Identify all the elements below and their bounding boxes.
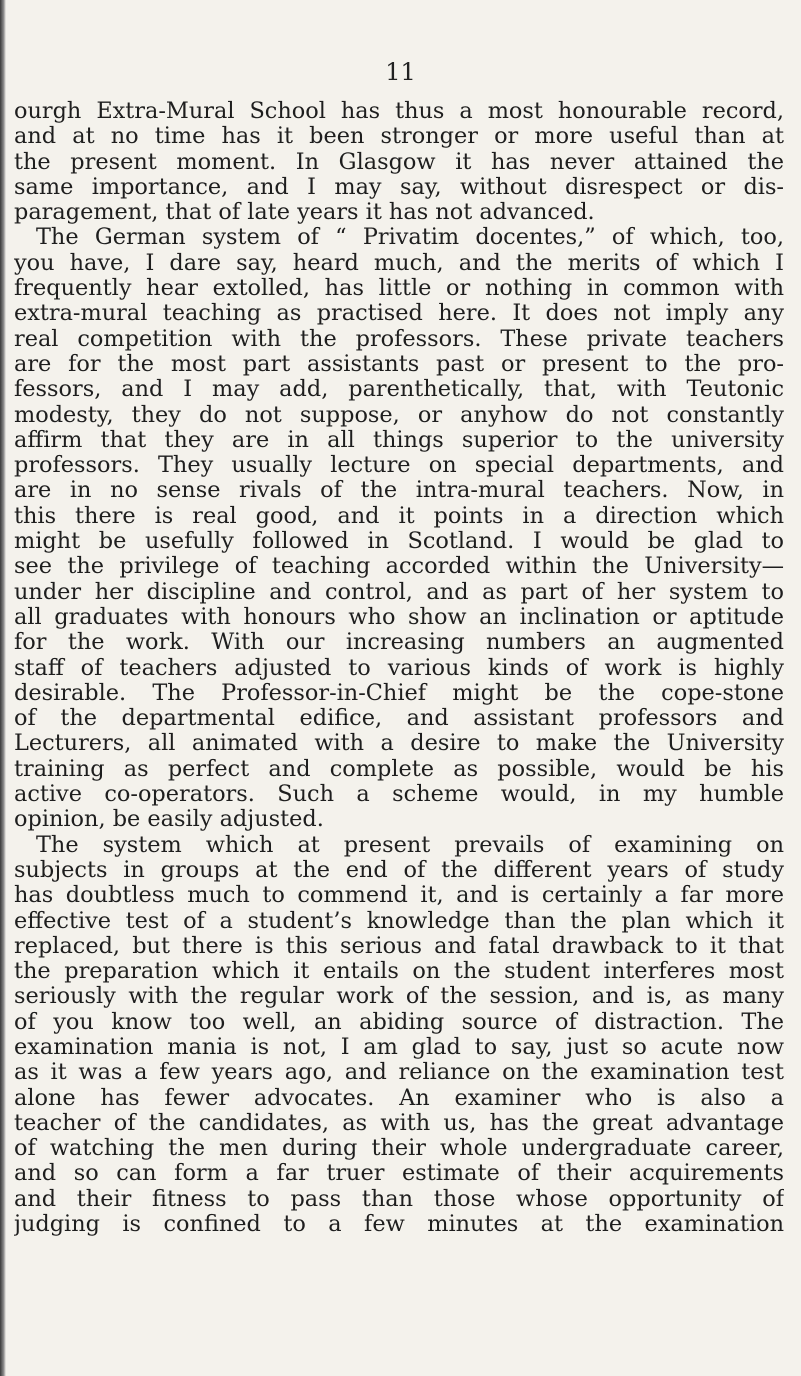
text-line: and at no time has it been stronger or more useful than at: [14, 124, 784, 150]
text-line: extra-mural teaching as practised here. It does not imply any: [14, 301, 784, 327]
text-line: affirm that they are in all things superior to the university: [14, 427, 784, 453]
text-line: are in no sense rivals of the intra-mural teachers. Now, in: [14, 478, 784, 504]
text-line: staff of teachers adjusted to various kinds of work is highly: [14, 655, 784, 681]
text-line: frequently hear extolled, has little or nothing in common with: [14, 276, 784, 302]
text-line: might be usefully followed in Scotland. I would be glad to: [14, 529, 784, 555]
text-line: same importance, and I may say, without disrespect or dis-: [14, 174, 784, 200]
text-line: of watching the men during their whole undergraduate career,: [14, 1136, 784, 1162]
text-line: of the departmental edifice, and assistant professors and: [14, 706, 784, 732]
text-line: under her discipline and control, and as part of her system to: [14, 579, 784, 605]
text-line: the present moment. In Glasgow it has never attained the: [14, 149, 784, 175]
text-line: the preparation which it entails on the student interferes most: [14, 959, 784, 985]
text-line: seriously with the regular work of the session, and is, as many: [14, 984, 784, 1010]
text-line: examination mania is not, I am glad to say, just so acute now: [14, 1034, 784, 1060]
text-line: effective test of a student’s knowledge than the plan which it: [14, 908, 784, 934]
text-line: are for the most part assistants past or present to the pro-: [14, 351, 784, 377]
text-line: opinion, be easily adjusted.: [14, 807, 324, 833]
text-line: as it was a few years ago, and reliance on the examination test: [14, 1060, 784, 1086]
text-line: has doubtless much to commend it, and is certainly a far more: [14, 883, 784, 909]
text-line: ourgh Extra-Mural School has thus a most honourable record,: [14, 99, 784, 124]
body-text: [14, 99, 784, 1237]
text-line: this there is real good, and it points in a direction which: [14, 503, 784, 529]
text-line: desirable. The Professor-in-Chief might be the cope-stone: [14, 680, 784, 706]
text-line: fessors, and I may add, parenthetically, that, with Teutonic: [14, 377, 784, 403]
text-line: professors. They usually lecture on special departments, and: [14, 453, 784, 479]
text-line: The system which at present prevails of examining on: [36, 832, 784, 858]
text-line: and so can form a far truer estimate of their acquirements: [14, 1161, 784, 1187]
binding-edge: [0, 0, 6, 1376]
text-line: of you know too well, an abiding source of distraction. The: [14, 1009, 784, 1035]
text-line: Lecturers, all animated with a desire to make the University: [14, 731, 784, 757]
text-line: you have, I dare say, heard much, and the merits of which I: [14, 250, 784, 276]
text-line: see the privilege of teaching accorded within the University—: [14, 554, 784, 580]
page-number: 11: [385, 58, 416, 86]
text-line: teacher of the candidates, as with us, has the great advantage: [14, 1110, 784, 1136]
text-line: alone has fewer advocates. An examiner who is also a: [14, 1085, 784, 1111]
text-line: The German system of “ Privatim docentes,” of which, too,: [36, 225, 784, 251]
text-line: replaced, but there is this serious and fatal drawback to it that: [14, 933, 784, 959]
text-line: paragement, that of late years it has not advanced.: [14, 200, 595, 226]
text-line: training as perfect and complete as possible, would be his: [14, 756, 784, 782]
text-line: all graduates with honours who show an inclination or aptitude: [14, 604, 784, 630]
text-line: modesty, they do not suppose, or anyhow do not constantly: [14, 402, 784, 428]
text-line: real competition with the professors. These private teachers: [14, 326, 784, 352]
text-line: for the work. With our increasing numbers an augmented: [14, 630, 784, 656]
text-line: subjects in groups at the end of the different years of study: [14, 857, 784, 883]
text-line: judging is confined to a few minutes at the examination: [14, 1212, 784, 1238]
text-line: active co-operators. Such a scheme would, in my humble: [14, 782, 784, 808]
text-line: and their fitness to pass than those whose opportunity of: [14, 1186, 784, 1212]
